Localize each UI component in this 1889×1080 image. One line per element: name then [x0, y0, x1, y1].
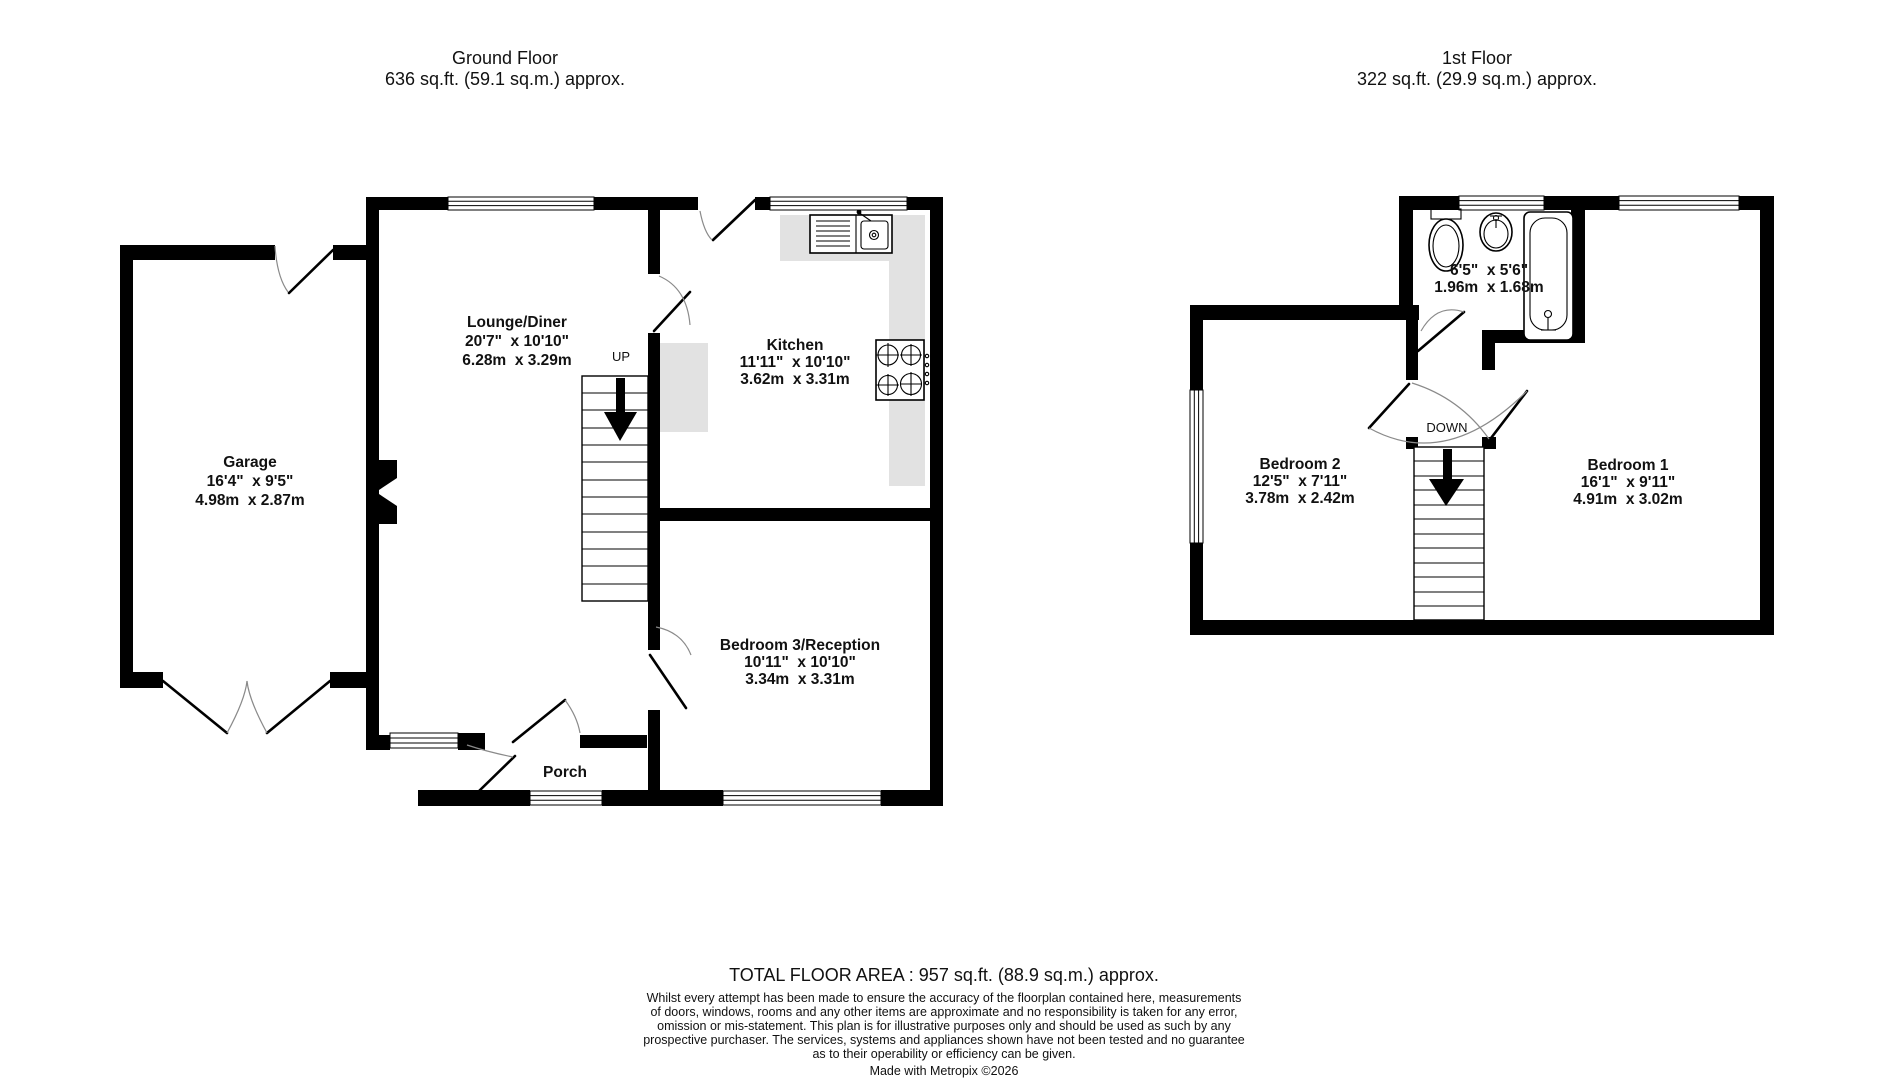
credit-line: Made with Metropix ©2026: [869, 1064, 1019, 1078]
door: [1488, 391, 1527, 442]
room-label: Bedroom 2: [1259, 456, 1341, 473]
room-dims-metric: 4.98m x 2.87m: [195, 492, 305, 509]
first-floor-title: 1st Floor: [1441, 48, 1513, 68]
window: [448, 197, 594, 210]
room-dims-imperial: 20'7" x 10'10": [465, 333, 569, 350]
window: [770, 197, 907, 210]
room-dims-metric: 3.78m x 2.42m: [1245, 490, 1355, 507]
disclaimer-line: omission or mis-statement. This plan is for illustrative purposes only and should be used as such by any: [657, 1019, 1231, 1033]
bathtub-icon: [1524, 212, 1573, 340]
ground-floor-area: 636 sq.ft. (59.1 sq.m.) approx.: [384, 69, 626, 89]
wall: [594, 197, 698, 210]
room-garage: [195, 454, 304, 509]
room-label: Lounge/Diner: [467, 314, 567, 331]
stairs-down-label: DOWN: [1426, 420, 1468, 435]
door: [654, 276, 690, 331]
door: [513, 700, 580, 742]
room-label: Kitchen: [766, 337, 824, 354]
window: [1619, 196, 1739, 210]
room-bedroom1: [1573, 457, 1682, 508]
wall: [458, 733, 485, 750]
wall: [1190, 305, 1419, 320]
wall: [120, 245, 275, 260]
basin-icon: [1480, 213, 1512, 251]
ground-floor-title: Ground Floor: [451, 48, 559, 68]
door-swing-arc: [1369, 391, 1527, 443]
room-bathroom: [1434, 262, 1543, 296]
door: [700, 200, 755, 240]
wall: [330, 672, 366, 688]
room-kitchen: [740, 337, 851, 388]
room-dims-imperial: 16'4" x 9'5": [206, 473, 294, 490]
chimney-breast: [379, 460, 397, 490]
window: [1459, 196, 1544, 210]
wall: [580, 735, 647, 748]
wall: [333, 245, 366, 260]
wall: [648, 333, 660, 650]
floorplan-first-floor: [1190, 48, 1774, 635]
wall: [366, 735, 390, 750]
wall: [881, 790, 943, 806]
room-bedroom2: [1245, 456, 1354, 507]
wall: [1399, 196, 1413, 320]
total-floor-area: TOTAL FLOOR AREA : 957 sq.ft. (88.9 sq.m.) approx.: [729, 965, 1159, 985]
wall: [1760, 196, 1774, 635]
wall: [755, 197, 770, 210]
wall: [366, 197, 448, 210]
room-dims-metric: 4.91m x 3.02m: [1573, 491, 1683, 508]
window: [530, 791, 602, 805]
wall: [120, 672, 163, 688]
stairs-first: [1414, 447, 1484, 620]
garage-double-door: [163, 681, 330, 733]
wall: [648, 710, 660, 791]
disclaimer-line: of doors, windows, rooms and any other items are approximate and no responsibility is taken for any error,: [650, 1005, 1238, 1019]
room-dims-imperial: 12'5" x 7'11": [1252, 473, 1348, 490]
window: [723, 791, 881, 805]
wall: [602, 790, 723, 806]
room-dims-imperial: 10'11" x 10'10": [744, 654, 856, 671]
hob-icon: [876, 340, 929, 400]
room-label: Bedroom 1: [1587, 457, 1669, 474]
first-floor-area: 322 sq.ft. (29.9 sq.m.) approx.: [1356, 69, 1598, 89]
wall: [1482, 343, 1495, 370]
disclaimer-line: Whilst every attempt has been made to ensure the accuracy of the floorplan contained here, measurements: [646, 991, 1242, 1005]
room-dims-metric: 6.28m x 3.29m: [462, 352, 572, 369]
door: [1418, 310, 1464, 351]
chimney-breast: [379, 494, 397, 524]
room-label: Bedroom 3/Reception: [719, 637, 881, 654]
window: [390, 733, 458, 748]
floorplan-ground-floor: [120, 48, 943, 806]
room-porch-label: Porch: [543, 764, 587, 781]
room-label: Garage: [223, 454, 277, 471]
wall: [930, 197, 943, 806]
wall: [660, 508, 943, 521]
wall: [366, 197, 379, 750]
wall: [120, 245, 133, 688]
wall: [1190, 620, 1774, 635]
room-lounge-diner: [462, 314, 571, 369]
wall: [1190, 305, 1203, 390]
stairs-ground: [582, 376, 648, 601]
room-dims-imperial: 6'5" x 5'6": [1449, 262, 1529, 279]
window: [1190, 390, 1203, 543]
room-dims-metric: 3.34m x 3.31m: [745, 671, 855, 688]
room-bedroom3-reception: [720, 637, 880, 688]
wall: [1406, 320, 1418, 380]
footer: [643, 965, 1245, 1078]
disclaimer-line: as to their operability or efficiency can be given.: [812, 1047, 1076, 1061]
room-dims-imperial: 11'11" x 10'10": [739, 354, 851, 371]
door: [467, 745, 515, 793]
stairs-up-label: UP: [611, 349, 631, 364]
room-dims-metric: 1.96m x 1.68m: [1434, 279, 1544, 296]
door: [275, 246, 333, 293]
room-dims-metric: 3.62m x 3.31m: [740, 371, 850, 388]
disclaimer-line: prospective purchaser. The services, systems and appliances shown have not been tested and no guarantee: [643, 1033, 1245, 1047]
kitchen-sink-icon: [810, 210, 892, 253]
door: [1369, 384, 1409, 428]
wall: [648, 210, 660, 274]
room-dims-imperial: 16'1" x 9'11": [1580, 474, 1676, 491]
wall: [418, 790, 530, 806]
